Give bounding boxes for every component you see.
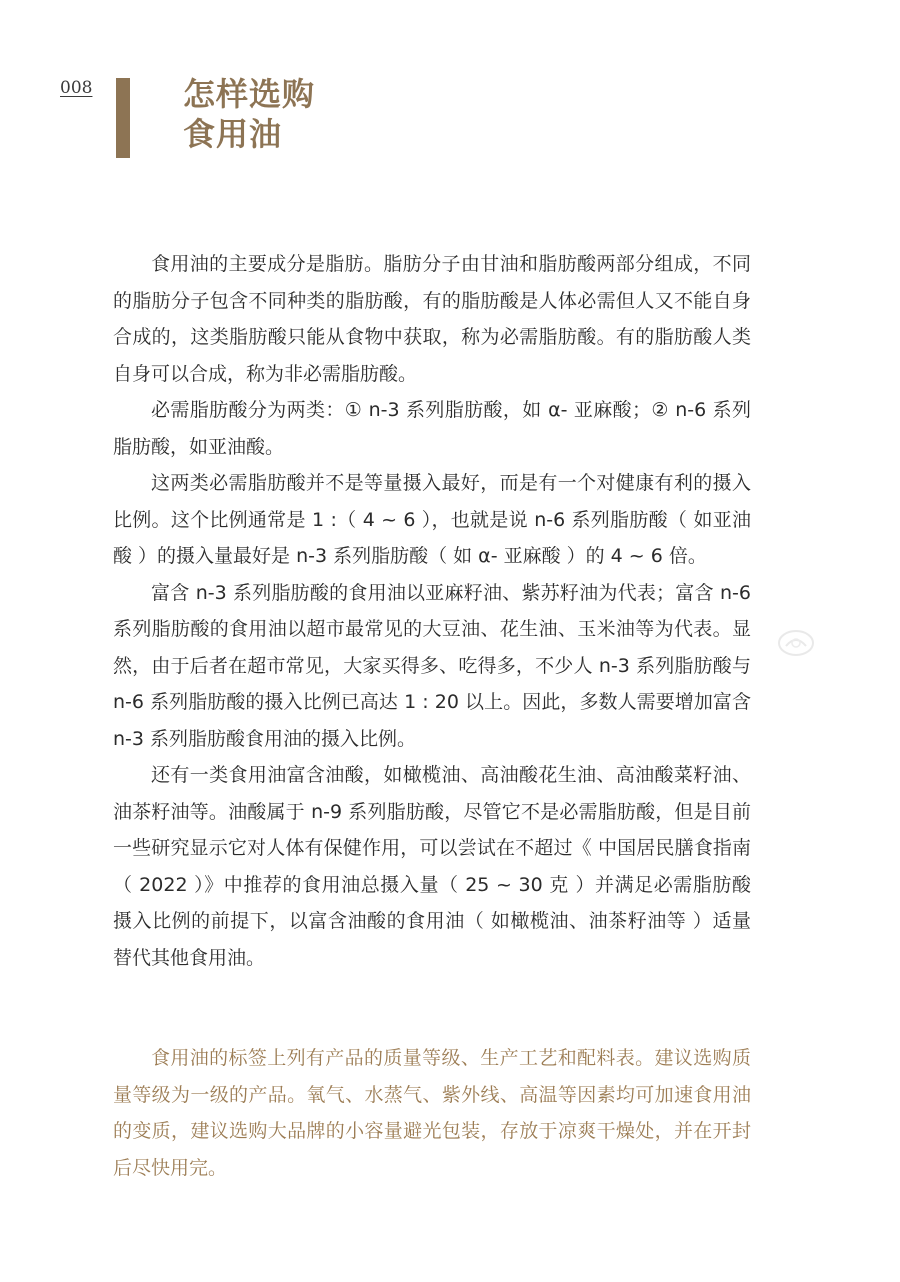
tip-paragraph: 食用油的标签上列有产品的质量等级、生产工艺和配料表。建议选购质量等级为一级的产品。氧气、水蒸气、紫外线、高温等因素均可加速食用油的变质，建议选购大品牌的小容量避光包装，存放于凉爽干燥处，并在开封后尽快用完。 bbox=[113, 1047, 751, 1179]
page-title bbox=[183, 74, 315, 154]
page-title-line-2: 食用油 bbox=[183, 115, 283, 153]
paragraph: 这两类必需脂肪酸并不是等量摄入最好，而是有一个对健康有利的摄入比例。这个比例通常是 1 :（ 4 ~ 6 ），也就是说 n-6 系列脂肪酸（ 如亚油酸 ）的摄入量最好是 n-3 系列脂肪酸（ 如 α- 亚麻酸 ）的 4 ~ 6 倍。 bbox=[113, 472, 751, 567]
paragraph: 必需脂肪酸分为两类：① n-3 系列脂肪酸，如 α- 亚麻酸；② n-6 系列脂肪酸，如亚油酸。 bbox=[113, 399, 751, 458]
oil-bottle-watermark-icon bbox=[776, 626, 816, 660]
tip-text bbox=[113, 1040, 751, 1186]
paragraph: 还有一类食用油富含油酸，如橄榄油、高油酸花生油、高油酸菜籽油、油茶籽油等。油酸属于 n-9 系列脂肪酸，尽管它不是必需脂肪酸，但是目前一些研究显示它对人体有保健作用，可以尝试在不超过《 中国居民膳食指南（ 2022 ）》中推荐的食用油总摄入量（ 25 ~ 30 克 ）并满足必需脂肪酸摄入比例的前提下，以富含油酸的食用油（ 如橄榄油、油茶籽油等 ）适量替代其他食用油。 bbox=[113, 764, 751, 969]
page-title-line-1: 怎样选购 bbox=[183, 75, 316, 113]
page-number: 008 bbox=[60, 78, 93, 98]
paragraph: 富含 n-3 系列脂肪酸的食用油以亚麻籽油、紫苏籽油为代表；富含 n-6 系列脂肪酸的食用油以超市最常见的大豆油、花生油、玉米油等为代表。显然，由于后者在超市常见，大家买得多、吃得多，不少人 n-3 系列脂肪酸与 n-6 系列脂肪酸的摄入比例已高达 1 : 20 以上。因此，多数人需要增加富含 n-3 系列脂肪酸食用油的摄入比例。 bbox=[113, 581, 751, 750]
title-accent-bar bbox=[116, 78, 130, 158]
paragraph: 食用油的主要成分是脂肪。脂肪分子由甘油和脂肪酸两部分组成，不同的脂肪分子包含不同种类的脂肪酸，有的脂肪酸是人体必需但人又不能自身合成的，这类脂肪酸只能从食物中获取，称为必需脂肪酸。有的脂肪酸人类自身可以合成，称为非必需脂肪酸。 bbox=[113, 253, 751, 385]
body-text bbox=[113, 246, 751, 976]
